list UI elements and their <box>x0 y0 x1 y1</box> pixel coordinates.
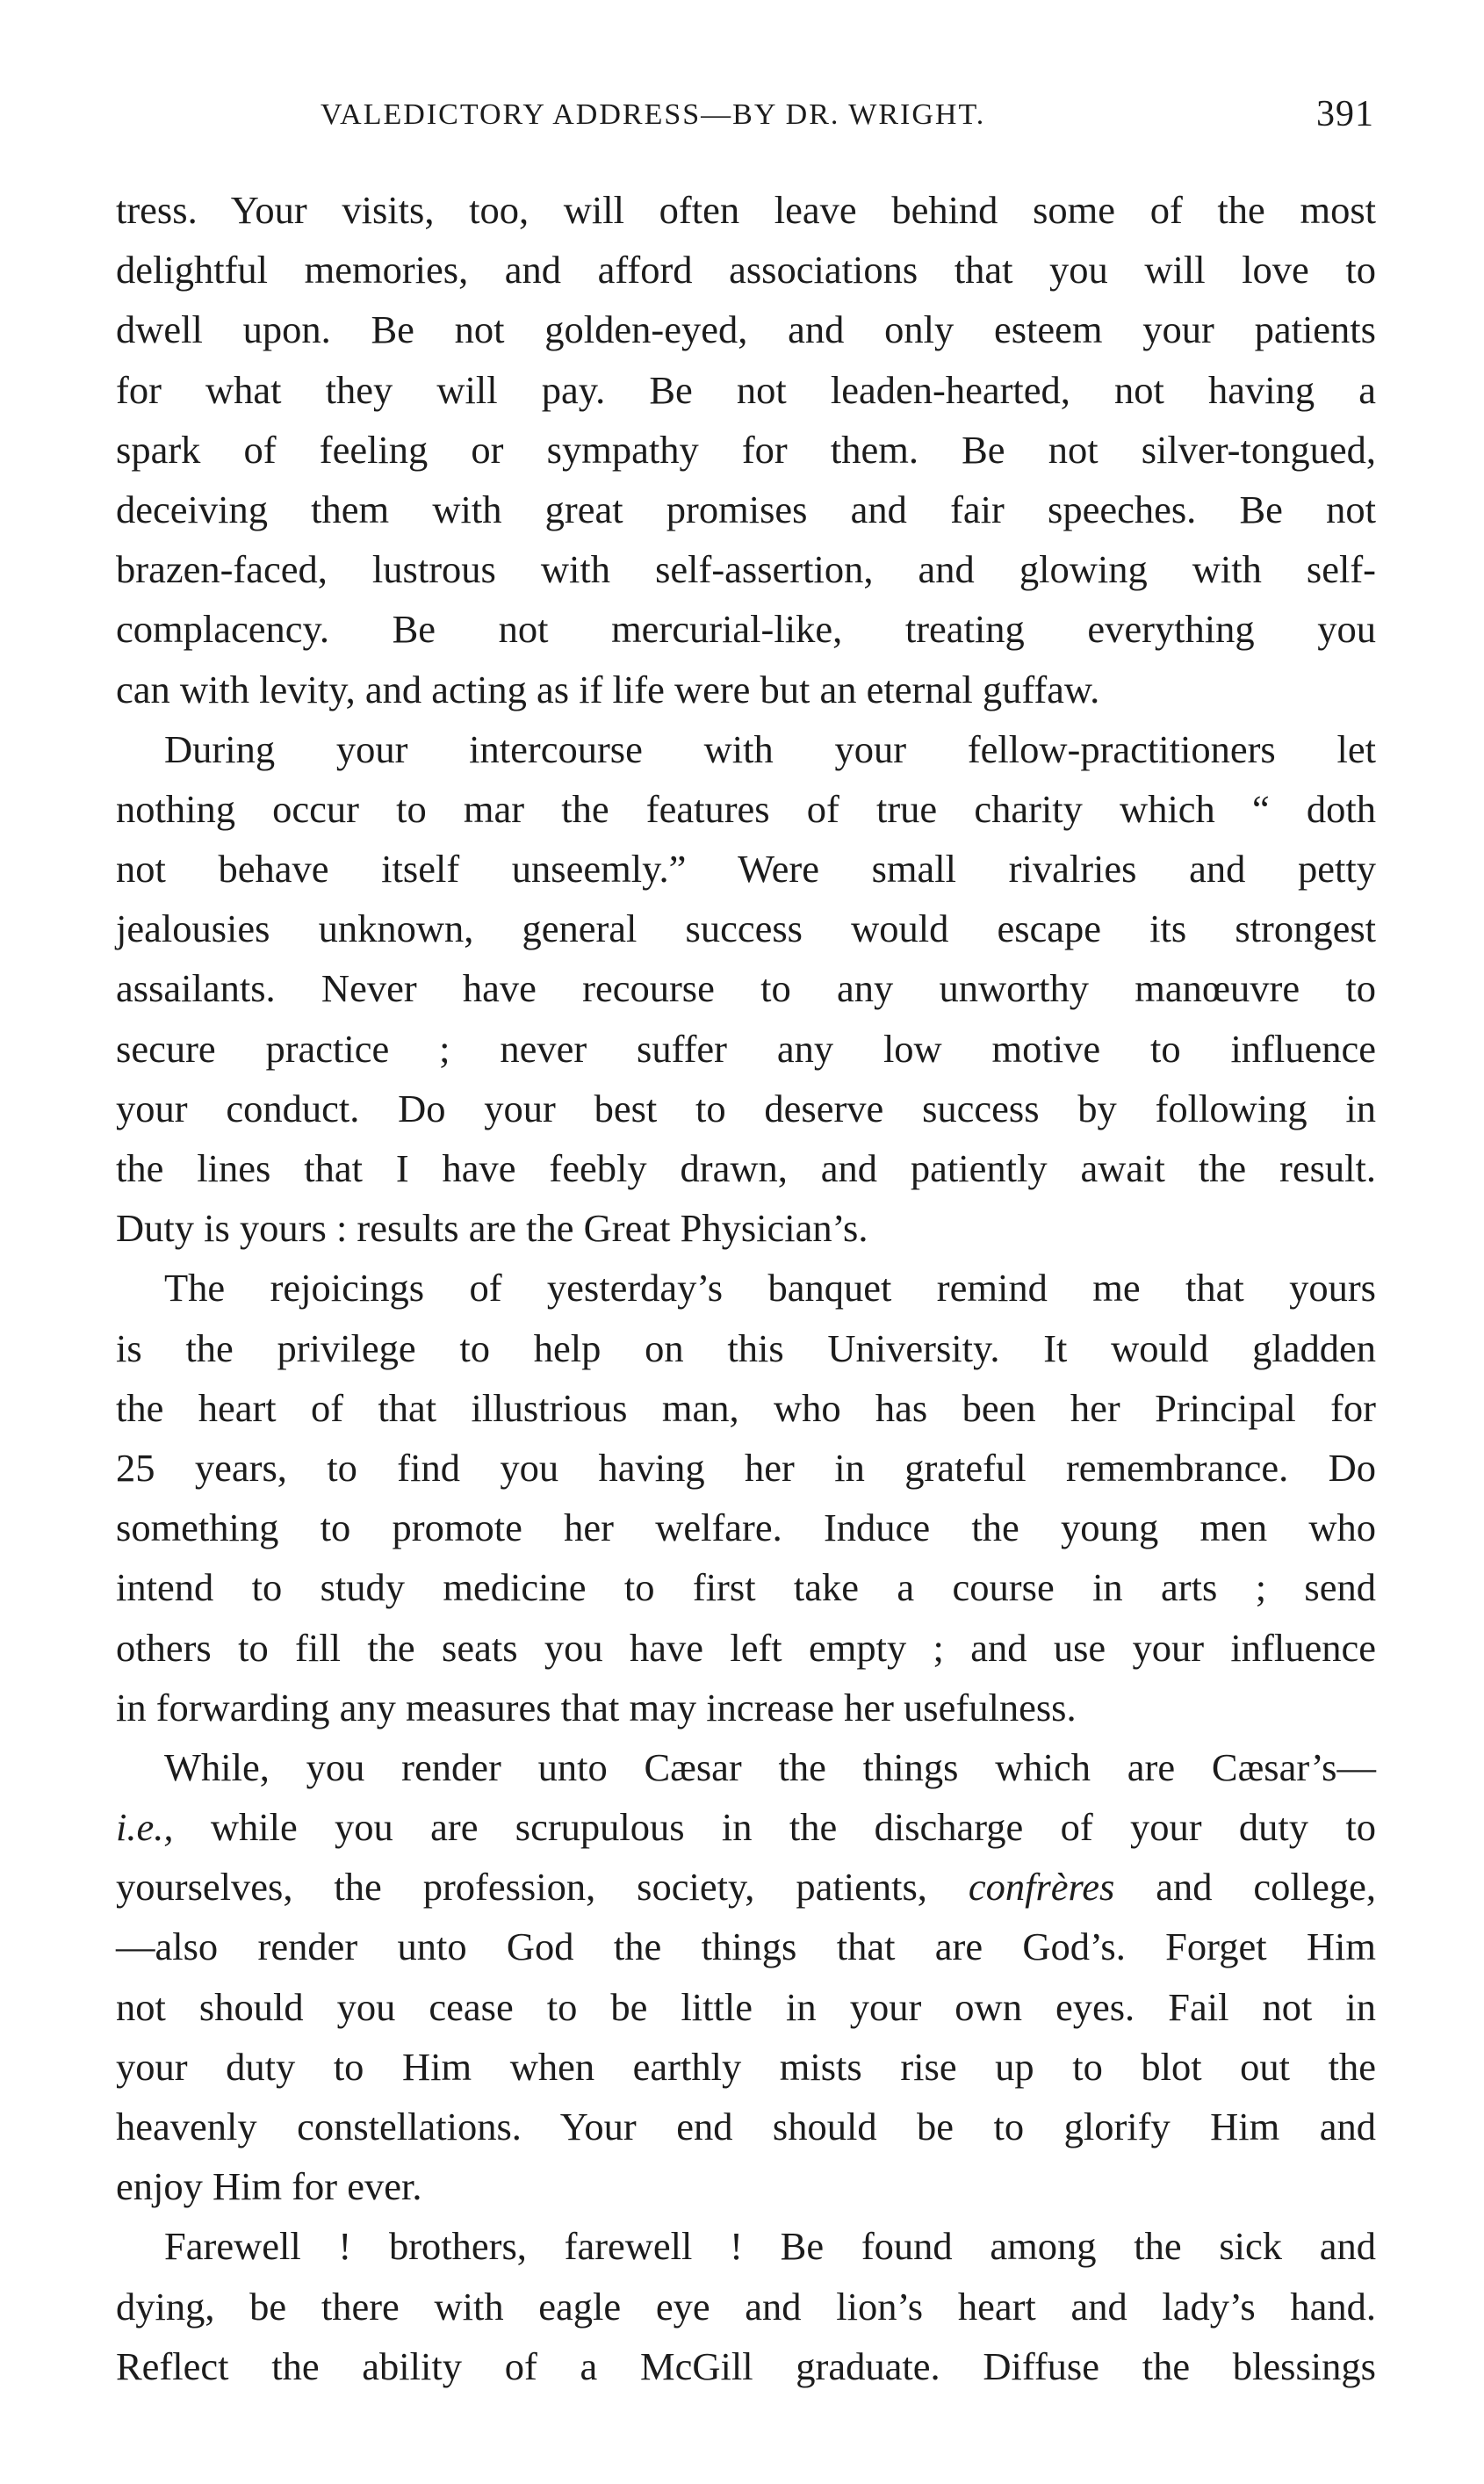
text-line: the heart of that illustrious man, who has been her Principal for <box>116 1385 1376 1430</box>
text-line: i.e., while you are scrupulous in the discharge of your duty to <box>116 1805 1376 1850</box>
page-number: 391 <box>1316 94 1374 134</box>
running-header <box>321 94 1374 151</box>
paragraph <box>116 180 1376 719</box>
text-line: in forwarding any measures that may increase her usefulness. <box>116 1685 1077 1729</box>
text-line: assailants. Never have recourse to any unworthy manœuvre to <box>116 966 1376 1011</box>
body-text <box>116 180 1376 2396</box>
running-title: VALEDICTORY ADDRESS—BY DR. WRIGHT. <box>321 98 986 131</box>
text-line: —also render unto God the things that are God’s. Forget Him <box>116 1924 1376 1969</box>
text-line: During your intercourse with your fellow-practitioners let <box>164 726 1376 771</box>
text-line: is the privilege to help on this University. It would gladden <box>116 1325 1376 1370</box>
text-line: jealousies unknown, general success would escape its strongest <box>116 906 1376 951</box>
text-line: the lines that I have feebly drawn, and patiently await the result. <box>116 1146 1376 1190</box>
paragraph <box>116 1737 1376 2217</box>
text-line: can with levity, and acting as if life were but an eternal guffaw. <box>116 667 1100 711</box>
text-line: deceiving them with great promises and fair speeches. Be not <box>116 487 1376 531</box>
text-line: Duty is yours : results are the Great Physician’s. <box>116 1206 868 1251</box>
text-line: The rejoicings of yesterday’s banquet remind me that yours <box>164 1266 1376 1311</box>
text-line: nothing occur to mar the features of true charity which “ doth <box>116 786 1376 831</box>
paragraph <box>116 719 1376 1259</box>
text-line: 25 years, to find you having her in grateful remembrance. Do <box>116 1445 1376 1490</box>
text-line: your duty to Him when earthly mists rise up to blot out the <box>116 2044 1376 2089</box>
text-line: complacency. Be not mercurial-like, treating everything you <box>116 607 1376 652</box>
text-line: not should you cease to be little in your own eyes. Fail not in <box>116 1984 1376 2029</box>
text-line: for what they will pay. Be not leaden-hearted, not having a <box>116 367 1376 412</box>
text-line: heavenly constellations. Your end should be to glorify Him and <box>116 2105 1376 2148</box>
text-line: dying, be there with eagle eye and lion’s heart and lady’s hand. <box>116 2284 1376 2329</box>
text-line: dwell upon. Be not golden-eyed, and only esteem your patients <box>116 307 1376 352</box>
text-line: While, you render unto Cæsar the things which are Cæsar’s— <box>164 1744 1376 1789</box>
text-line: brazen-faced, lustrous with self-assertion, and glowing with self- <box>116 547 1376 592</box>
paragraph <box>116 2216 1376 2396</box>
text-line: intend to study medicine to first take a course in arts ; send <box>116 1565 1376 1610</box>
text-line: spark of feeling or sympathy for them. Be not silver-tongued, <box>116 427 1376 472</box>
text-line: delightful memories, and afford associations that you will love to <box>116 248 1376 292</box>
text-line: secure practice ; never suffer any low motive to influence <box>116 1026 1376 1071</box>
text-line: enjoy Him for ever. <box>116 2164 422 2209</box>
text-line: yourselves, the profession, society, patients, confrères and college, <box>116 1865 1377 1910</box>
text-line: others to fill the seats you have left empty ; and use your influence <box>116 1625 1376 1670</box>
text-line: not behave itself unseemly.” Were small rivalries and petty <box>116 847 1376 892</box>
text-line: Farewell ! brothers, farewell ! Be found among the sick and <box>164 2224 1376 2269</box>
text-line: Reflect the ability of a McGill graduate. Diffuse the blessings <box>116 2343 1376 2388</box>
paragraph <box>116 1258 1376 1737</box>
text-line: your conduct. Do your best to deserve success by following in <box>116 1086 1376 1130</box>
text-line: tress. Your visits, too, will often leave behind some of the most <box>116 188 1376 232</box>
text-line: something to promote her welfare. Induce the young men who <box>116 1506 1376 1550</box>
